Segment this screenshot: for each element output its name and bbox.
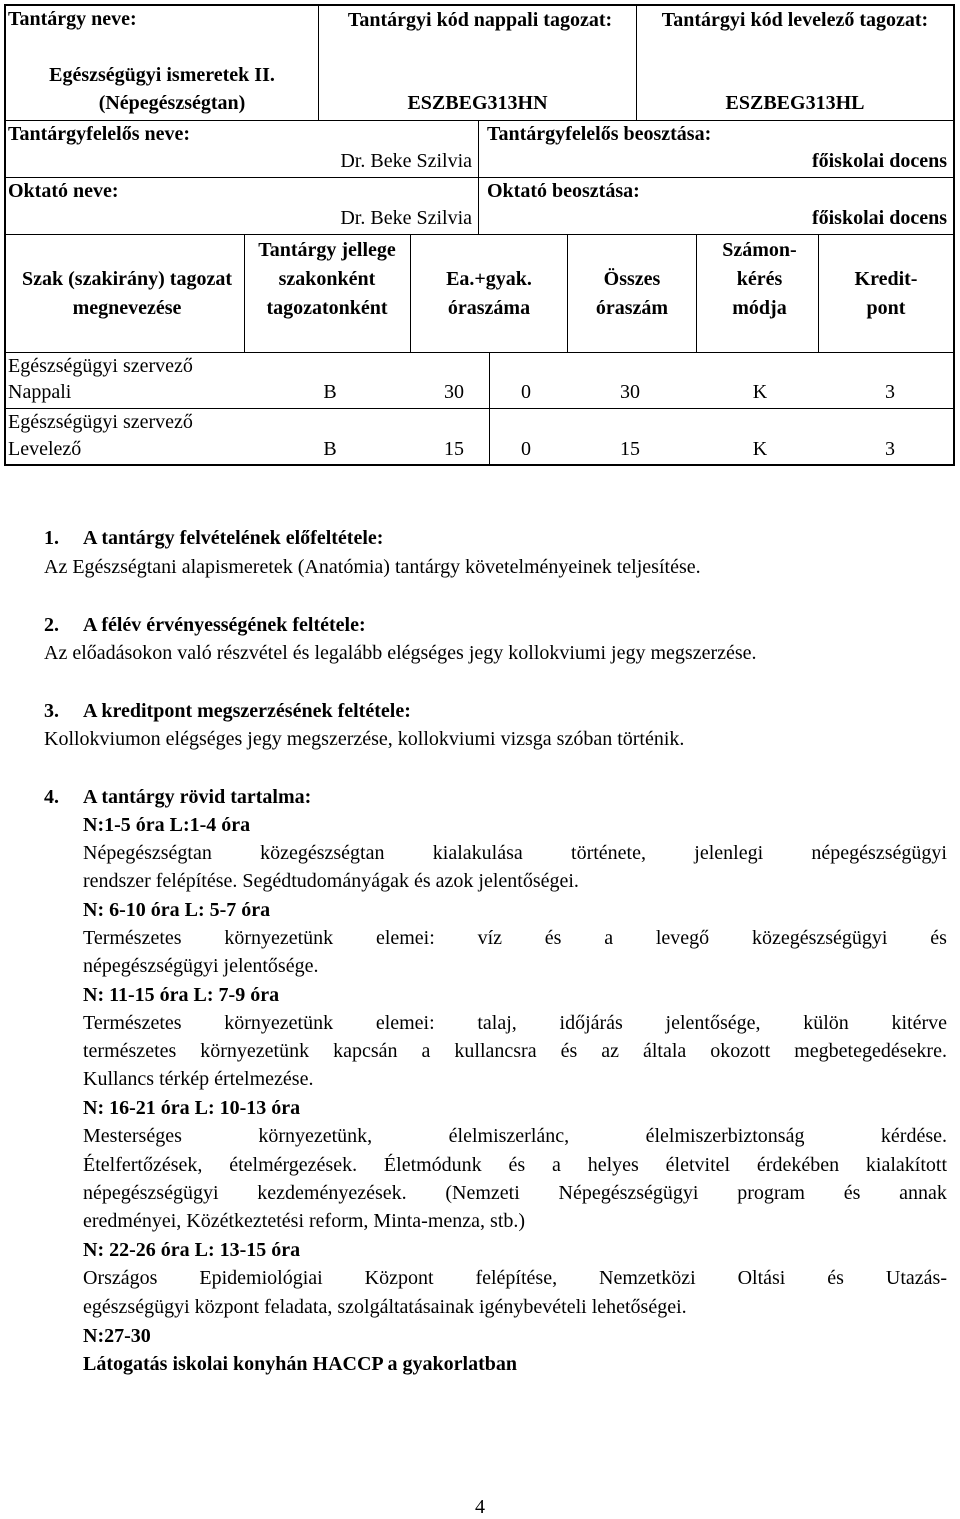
col-credit-header: Kredit-pont (854, 268, 918, 319)
responsible-position-label: Tantárgyfelelős beosztása: (487, 123, 712, 145)
code-day-value: ESZBEG313HN (407, 92, 548, 114)
col-type-header: Tantárgy jellege szakonként tagozatonként (258, 239, 396, 319)
responsible-label: Tantárgyfelelős neve: (8, 123, 191, 145)
content-paragraph-1a: Népegészségtan közegészségtan kialakulása története, jelenlegi népegészségügyi (83, 842, 947, 864)
row1-exam: K (752, 381, 768, 403)
section-3-number: 3. (44, 700, 59, 722)
section-1-text: Az Egészségtani alapismeretek (Anatómia) tantárgy követelményeinek teljesítése. (44, 556, 701, 578)
section-2-text: Az előadásokon való részvétel és legalább elégséges jegy kollokviumi jegy megszerzése. (44, 642, 757, 664)
content-paragraph-4c: népegészségügyi kezdeményezések. (Nemzeti Népegészségügyi program és annak (83, 1182, 947, 1204)
content-paragraph-5a: Országos Epidemiológiai Központ felépítése, Nemzetközi Oltási és Utazás- (83, 1267, 947, 1289)
content-paragraph-6: Látogatás iskolai konyhán HACCP a gyakorlatban (83, 1353, 517, 1375)
row2-ea: 15 (444, 438, 464, 460)
row2-exam: K (752, 438, 768, 460)
row2-type: B (323, 438, 337, 460)
section-4-title: A tantárgy rövid tartalma: (83, 786, 312, 808)
subject-name-line2: (Népegészségtan) (98, 92, 246, 114)
row1-mode: Nappali (8, 381, 72, 403)
responsible-value: Dr. Beke Szilvia (340, 150, 472, 172)
col-major-header: Szak (szakirány) tagozat megnevezése (22, 268, 232, 319)
code-corr-label: Tantárgyi kód levelező tagozat: (661, 9, 929, 31)
content-paragraph-4b: Ételfertőzések, ételmérgezések. Életmódunk és a helyes életvitel érdekében kialakított (83, 1154, 947, 1176)
content-paragraph-1b: rendszer felépítése. Segédtudományágak és azok jelentőségei. (83, 870, 579, 892)
row1-major: Egészségügyi szervező (8, 355, 193, 377)
section-2-title: A félév érvényességének feltétele: (83, 614, 366, 636)
responsible-position-value: főiskolai docens (811, 150, 947, 172)
content-heading-6: N:27-30 (83, 1325, 151, 1347)
content-paragraph-3c: Kullancs térkép értelmezése. (83, 1068, 314, 1090)
col-hours-header: Ea.+gyak. óraszáma (446, 268, 532, 319)
content-paragraph-4a: Mesterséges környezetünk, élelmiszerlánc, élelmiszerbiztonság kérdése. (83, 1125, 947, 1147)
content-heading-3: N: 11-15 óra L: 7-9 óra (83, 984, 280, 1006)
section-3-title: A kreditpont megszerzésének feltétele: (83, 700, 411, 722)
code-day-label: Tantárgyi kód nappali tagozat: (347, 9, 613, 31)
content-paragraph-3a: Természetes környezetünk elemei: talaj, időjárás jelentősége, külön kitérve (83, 1012, 947, 1034)
section-1-number: 1. (44, 527, 59, 549)
subject-name-line1: Egészségügyi ismeretek II. (49, 64, 275, 86)
teacher-value: Dr. Beke Szilvia (340, 207, 472, 229)
teacher-position-label: Oktató beosztása: (487, 180, 640, 202)
section-4-number: 4. (44, 786, 59, 808)
row2-credit: 3 (885, 438, 895, 460)
row2-total: 15 (620, 438, 640, 460)
section-2-number: 2. (44, 614, 59, 636)
teacher-position-value: főiskolai docens (811, 207, 947, 229)
content-heading-2: N: 6-10 óra L: 5-7 óra (83, 899, 271, 921)
code-corr-value: ESZBEG313HL (725, 92, 865, 114)
row1-total: 30 (620, 381, 640, 403)
col-exam-header: Számon-kérés módja (722, 239, 797, 319)
row1-type: B (323, 381, 337, 403)
section-1-title: A tantárgy felvételének előfeltétele: (83, 527, 384, 549)
content-paragraph-2b: népegészségügyi jelentősége. (83, 955, 319, 977)
row2-mode: Levelező (8, 438, 82, 460)
row2-gy: 0 (521, 438, 531, 460)
teacher-label: Oktató neve: (8, 180, 119, 202)
page-number: 4 (475, 1496, 485, 1518)
row1-gy: 0 (521, 381, 531, 403)
row1-ea: 30 (444, 381, 464, 403)
content-heading-5: N: 22-26 óra L: 13-15 óra (83, 1239, 301, 1261)
content-paragraph-4d: eredményei, Közétkeztetési reform, Minta-menza, stb.) (83, 1210, 526, 1232)
content-paragraph-3b: természetes környezetünk kapcsán a kullancsra és az általa okozott megbetegedésekre. (83, 1040, 947, 1062)
subject-name-label: Tantárgy neve: (8, 8, 137, 30)
content-heading-1: N:1-5 óra L:1-4 óra (83, 814, 251, 836)
col-total-header: Összes óraszám (595, 268, 669, 319)
content-paragraph-5b: egészségügyi központ feladata, szolgáltatásainak igénybevételi lehetőségei. (83, 1296, 687, 1318)
content-heading-4: N: 16-21 óra L: 10-13 óra (83, 1097, 301, 1119)
content-paragraph-2a: Természetes környezetünk elemei: víz és a levegő közegészségügyi és (83, 927, 947, 949)
row1-credit: 3 (885, 381, 895, 403)
row2-major: Egészségügyi szervező (8, 411, 193, 433)
section-3-text: Kollokviumon elégséges jegy megszerzése, kollokviumi vizsga szóban történik. (44, 728, 685, 750)
